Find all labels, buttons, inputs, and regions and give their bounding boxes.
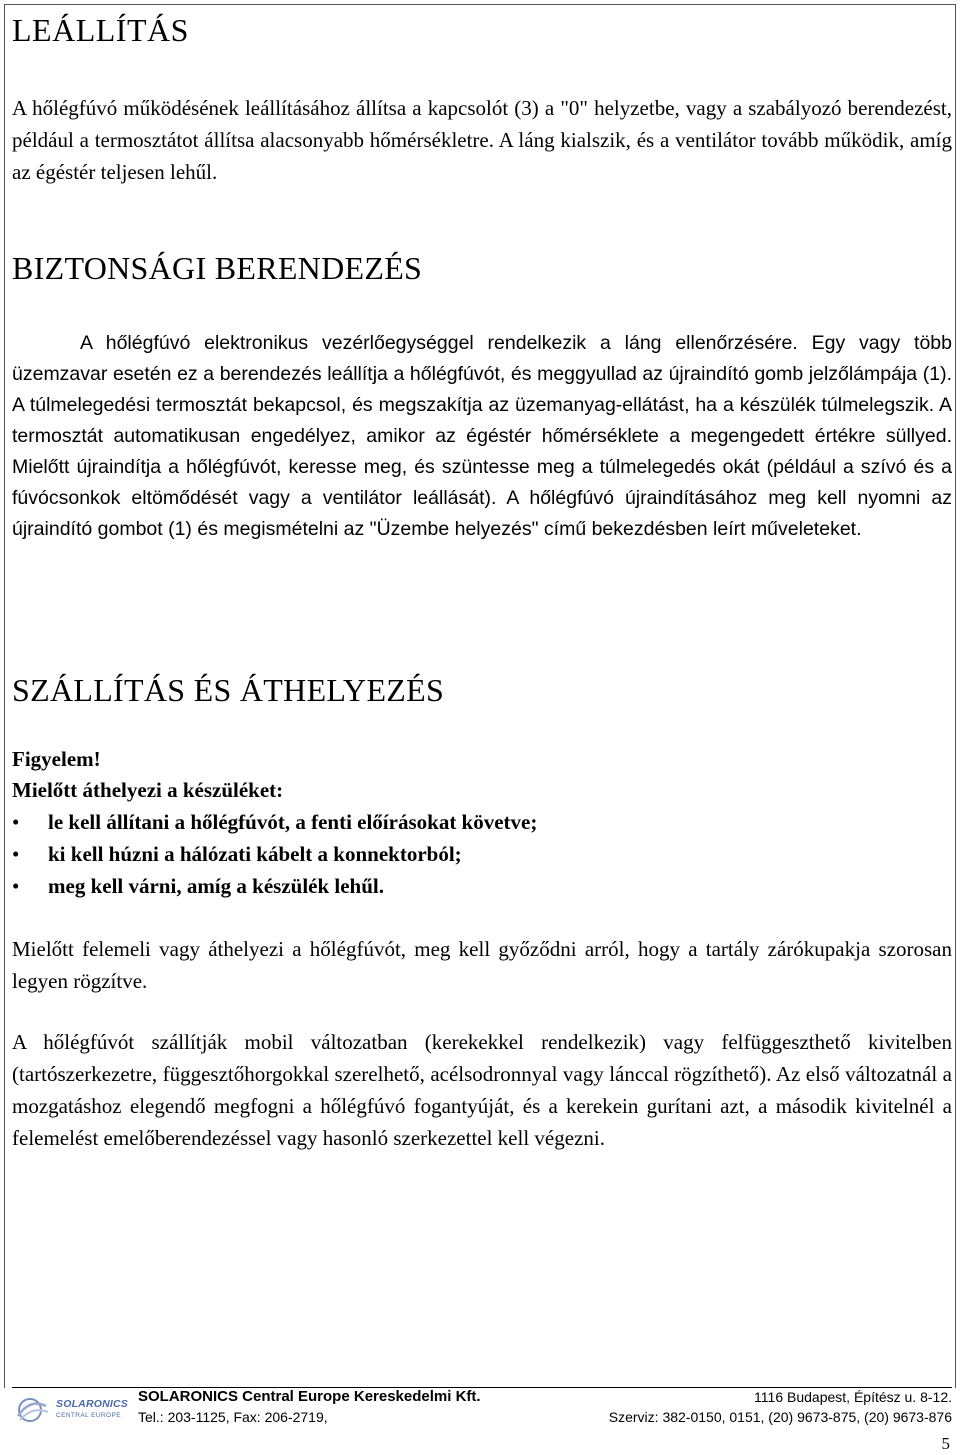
solaronics-logo — [12, 1396, 130, 1424]
before-move-label: Mielőtt áthelyezi a készüléket: — [12, 778, 284, 802]
transport-bullet-list — [12, 806, 952, 902]
list-item: • meg kell várni, amíg a készülék lehűl. — [12, 870, 952, 902]
section-title-shutdown: LEÁLLÍTÁS — [12, 12, 189, 48]
bullet-icon: • — [12, 874, 20, 898]
page-number: 5 — [941, 1434, 950, 1453]
list-item: • ki kell húzni a hálózati kábelt a konnektorból; — [12, 838, 952, 870]
section-title-transport: SZÁLLÍTÁS ÉS ÁTHELYEZÉS — [12, 672, 445, 708]
footer-address: 1116 Budapest, Építész u. 8-12. — [754, 1389, 952, 1405]
footer-service: Szerviz: 382-0150, 0151, (20) 9673-875, (20) 9673-876 — [608, 1409, 952, 1425]
logo-subtitle: CENTRAL EUROPE — [56, 1412, 121, 1419]
logo-name: SOLARONICS — [56, 1398, 129, 1410]
attention-label: Figyelem! — [12, 747, 101, 771]
safety-paragraph: A hőlégfúvó elektronikus vezérlőegységgel rendelkezik a láng ellenőrzésére. Egy vagy több üzemzavar esetén ez a berendezés leállítja a hőlégfúvót, és meggyullad az újraindító gomb jelzőlámpája (1). A túlmelegedési termosztát bekapcsol, és megszakítja az üzemanyag-ellátást, ha a készülék túlmelegszik. A termosztát automatikusan engedélyez, amikor az égéstér hőmérséklete a megengedett értékre süllyed. Mielőtt újraindítja a hőlégfúvót, keresse meg, és szüntesse meg a túlmelegedés okát (például a szívó és a fúvócsonkok eltömődését vagy a ventilátor leállását). A hőlégfúvó újraindításához meg kell nyomni az újraindító gombot (1) és megismételni az "Üzembe helyezés" című bekezdésben leírt műveleteket. — [12, 332, 952, 540]
list-item: • le kell állítani a hőlégfúvót, a fenti előírásokat követve; — [12, 806, 952, 838]
lift-paragraph: Mielőtt felemeli vagy áthelyezi a hőlégfúvót, meg kell győződni arról, hogy a tartály zárókupakja szorosan legyen rögzítve. — [12, 937, 952, 993]
footer-phone: Tel.: 203-1125, Fax: 206-2719, — [138, 1409, 328, 1425]
bullet-icon: • — [12, 810, 20, 834]
logo-mark-icon — [12, 1396, 52, 1424]
bullet-icon: • — [12, 842, 20, 866]
shutdown-paragraph: A hőlégfúvó működésének leállításához állítsa a kapcsolót (3) a "0" helyzetbe, vagy a szabályozó berendezést, például a termosztátot állítsa alacsonyabb hőmérsékletre. A láng kialszik, és a ventilátor tovább működik, amíg az égéstér teljesen lehűl. — [12, 96, 952, 184]
footer-company: SOLARONICS Central Europe Kereskedelmi Kft. — [138, 1388, 481, 1405]
transport-paragraph: A hőlégfúvót szállítják mobil változatban (kerekekkel rendelkezik) vagy felfüggeszthető kivitelben (tartószerkezetre, függesztőhorgokkal szerelhető, acélsodronnyal vagy lánccal rögzíthető). Az első változatnál a mozgatáshoz elegendő megfogni a hőlégfúvó fogantyúját, és a kerekein gurítani azt, a második kivitelnél a felemelést emelőberendezéssel vagy hasonló szerkezettel kell végezni. — [12, 1030, 952, 1150]
page-footer — [0, 1388, 960, 1428]
section-title-safety: BIZTONSÁGI BERENDEZÉS — [12, 250, 423, 286]
